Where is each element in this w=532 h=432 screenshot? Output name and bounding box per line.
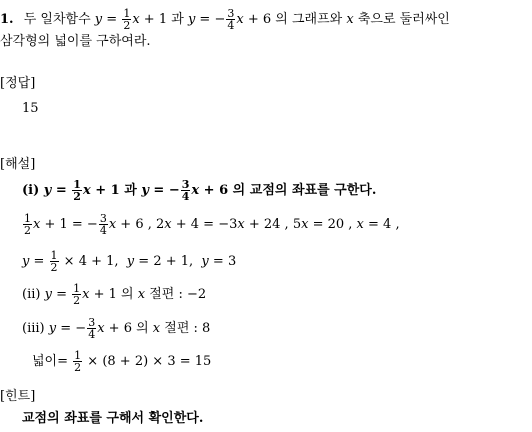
step2-suffix: 의 — [121, 287, 134, 302]
question-text-c: 의 그래프와 — [275, 12, 343, 27]
question-text-a: 두 일차함수 — [23, 12, 91, 27]
fraction: $\frac{1}{2}$ — [73, 178, 81, 203]
fraction: $\frac{1}{2}$ — [73, 282, 81, 307]
step3-prefix: (iii) — [22, 321, 45, 336]
fraction: $\frac{1}{2}$ — [24, 212, 31, 237]
answer-value: 15 — [22, 101, 39, 116]
fraction: $\frac{3}{4}$ — [88, 316, 96, 341]
question-text-d: 축으로 둘러싸인 — [357, 12, 450, 27]
fraction: $\frac{1}{2}$ — [74, 349, 82, 374]
fraction: $\frac{3}{4}$ — [227, 7, 235, 32]
question-line-2: 삼각형의 넓이를 구하여라. — [0, 34, 151, 49]
solution-step-3: (iii) y = − $\frac{3}{4}$ x + 6 의 x 절편 : 8 — [22, 316, 211, 341]
solution-y-value: y = $\frac{1}{2}$ × 4 + 1, y = 2 + 1, y = 3 — [22, 249, 237, 274]
step1-mid: 과 — [124, 183, 137, 198]
step2-value: 절편 : −2 — [149, 287, 207, 302]
step3-value: 절편 : 8 — [164, 321, 211, 336]
area-label: 넓이= — [32, 354, 69, 369]
hint-label: [힌트] — [0, 389, 36, 404]
fraction: $\frac{1}{2}$ — [50, 249, 58, 274]
hint-text: 교점의 좌표를 구해서 확인한다. — [22, 411, 204, 426]
fraction: $\frac{1}{2}$ — [123, 7, 131, 32]
step3-suffix: 의 — [136, 321, 149, 336]
question-number: 1. — [0, 12, 14, 27]
step1-suffix: 의 교점의 좌표를 구한다. — [232, 183, 377, 198]
fraction: $\frac{3}{4}$ — [181, 178, 190, 203]
question-text-b: 과 — [171, 12, 184, 27]
question-line-1: 1. 두 일차함수 y = $\frac{1}{2}$ x + 1 과 y = − $\frac{3}{4}$ x + 6 의 그래프와 x 축으로 둘러싸인 — [0, 7, 450, 32]
solution-step-2: (ii) y = $\frac{1}{2}$ x + 1 의 x 절편 : −2 — [22, 282, 207, 307]
step1-prefix: (i) — [22, 183, 40, 198]
solution-step-1: (i) y = $\frac{1}{2}$ x + 1 과 y = − $\frac{3}{4}$ x + 6 의 교점의 좌표를 구한다. — [22, 178, 377, 203]
answer-label: [정답] — [0, 76, 36, 91]
solution-area: 넓이= $\frac{1}{2}$ × (8 + 2) × 3 = 15 — [32, 349, 212, 374]
solution-equations: $\frac{1}{2}$ x + 1 = − $\frac{3}{4}$ x + 6 , 2x + 4 = −3x + 24 , 5x = 20 , x = 4 , — [24, 212, 400, 237]
step2-prefix: (ii) — [22, 287, 41, 302]
fraction: $\frac{3}{4}$ — [99, 212, 107, 237]
solution-label: [해설] — [0, 157, 36, 172]
